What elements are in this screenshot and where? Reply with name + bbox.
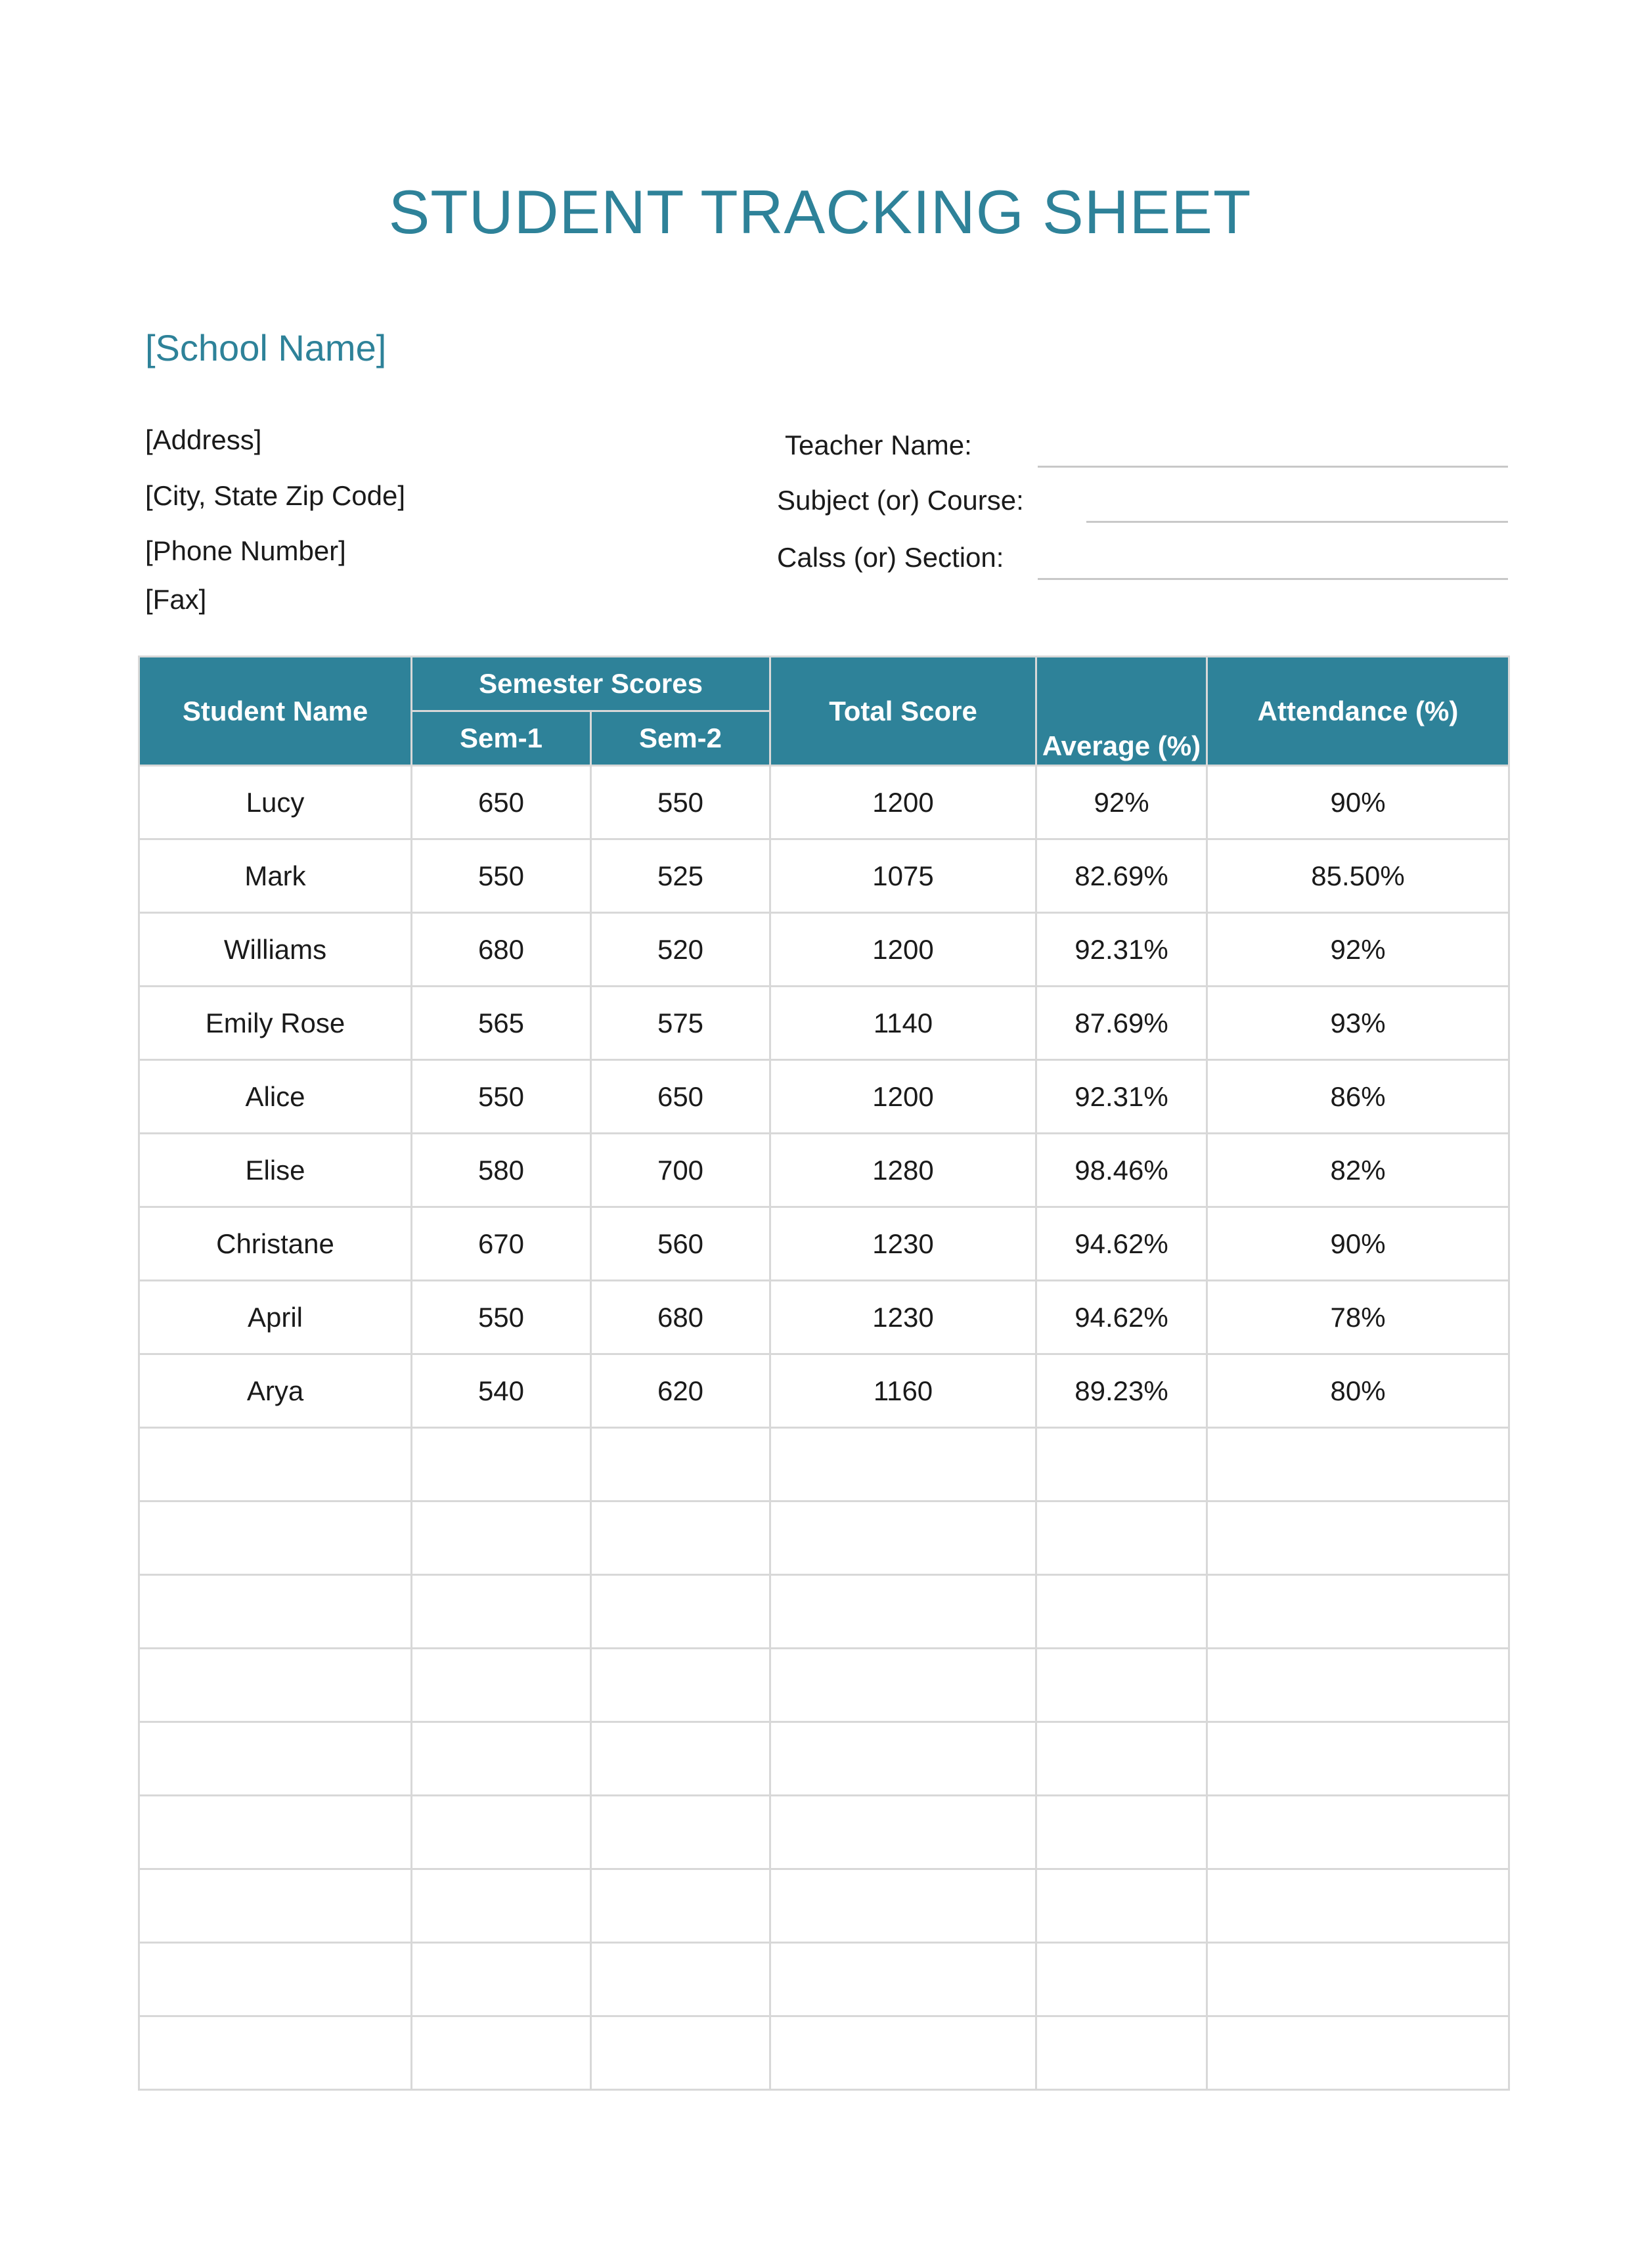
table-row — [139, 1354, 1509, 1428]
cell-student-name: Emily Rose — [139, 987, 412, 1060]
class-section-label: Calss (or) Section: — [777, 542, 1004, 573]
table-row — [139, 1428, 1509, 1501]
cell-average: 92.31% — [1036, 1060, 1207, 1134]
class-section-input[interactable] — [1038, 540, 1508, 575]
cell-average[interactable] — [1036, 1943, 1207, 2016]
cell-sem-1[interactable] — [412, 1428, 591, 1501]
cell-student-name[interactable] — [139, 1796, 412, 1869]
cell-total-score[interactable] — [770, 1869, 1036, 1943]
cell-student-name[interactable] — [139, 1428, 412, 1501]
table-row — [139, 1501, 1509, 1575]
cell-sem-2: 650 — [591, 1060, 770, 1134]
cell-total-score: 1230 — [770, 1281, 1036, 1354]
cell-sem-1[interactable] — [412, 1796, 591, 1869]
cell-sem-2[interactable] — [591, 1722, 770, 1796]
cell-average: 98.46% — [1036, 1134, 1207, 1207]
subject-course-label: Subject (or) Course: — [777, 485, 1024, 516]
header-semester-scores: Semester Scores — [412, 657, 770, 711]
cell-attendance[interactable] — [1207, 1722, 1509, 1796]
cell-attendance: 93% — [1207, 987, 1509, 1060]
cell-sem-2[interactable] — [591, 1869, 770, 1943]
header-student-name: Student Name — [139, 657, 412, 766]
table-row — [139, 766, 1509, 839]
cell-sem-1[interactable] — [412, 1722, 591, 1796]
cell-student-name: Elise — [139, 1134, 412, 1207]
cell-sem-1[interactable] — [412, 1501, 591, 1575]
cell-attendance[interactable] — [1207, 1575, 1509, 1649]
cell-total-score[interactable] — [770, 1575, 1036, 1649]
table-row — [139, 1869, 1509, 1943]
table-row — [139, 1649, 1509, 1722]
cell-sem-2: 575 — [591, 987, 770, 1060]
cell-sem-1[interactable] — [412, 2016, 591, 2090]
cell-attendance[interactable] — [1207, 1428, 1509, 1501]
cell-total-score: 1140 — [770, 987, 1036, 1060]
table-row — [139, 1281, 1509, 1354]
cell-sem-2: 520 — [591, 913, 770, 987]
header-attendance: Attendance (%) — [1207, 657, 1509, 766]
cell-sem-1: 670 — [412, 1207, 591, 1281]
subject-course-line — [1086, 521, 1508, 523]
cell-average: 92.31% — [1036, 913, 1207, 987]
cell-total-score[interactable] — [770, 1796, 1036, 1869]
page-title: STUDENT TRACKING SHEET — [388, 177, 1252, 246]
cell-student-name[interactable] — [139, 1869, 412, 1943]
table-row — [139, 1722, 1509, 1796]
cell-student-name[interactable] — [139, 1943, 412, 2016]
cell-attendance[interactable] — [1207, 1796, 1509, 1869]
teacher-name-line — [1038, 466, 1508, 468]
table-row — [139, 2016, 1509, 2090]
cell-average: 94.62% — [1036, 1207, 1207, 1281]
cell-average[interactable] — [1036, 1722, 1207, 1796]
cell-sem-2: 550 — [591, 766, 770, 839]
table-row — [139, 839, 1509, 913]
cell-student-name: Christane — [139, 1207, 412, 1281]
cell-average[interactable] — [1036, 2016, 1207, 2090]
cell-total-score: 1200 — [770, 913, 1036, 987]
cell-attendance: 80% — [1207, 1354, 1509, 1428]
cell-sem-1: 550 — [412, 1060, 591, 1134]
cell-total-score[interactable] — [770, 2016, 1036, 2090]
header-total-score: Total Score — [770, 657, 1036, 766]
cell-sem-1: 650 — [412, 766, 591, 839]
cell-average: 87.69% — [1036, 987, 1207, 1060]
cell-sem-2: 620 — [591, 1354, 770, 1428]
cell-average: 92% — [1036, 766, 1207, 839]
cell-attendance: 90% — [1207, 1207, 1509, 1281]
cell-total-score[interactable] — [770, 1722, 1036, 1796]
cell-sem-2[interactable] — [591, 1649, 770, 1722]
cell-sem-1: 565 — [412, 987, 591, 1060]
cell-total-score: 1200 — [770, 1060, 1036, 1134]
table-row — [139, 1134, 1509, 1207]
school-name: [School Name] — [145, 327, 387, 368]
class-section-line — [1038, 578, 1508, 580]
cell-sem-2[interactable] — [591, 1796, 770, 1869]
cell-sem-1: 550 — [412, 839, 591, 913]
cell-student-name[interactable] — [139, 1722, 412, 1796]
cell-sem-1: 580 — [412, 1134, 591, 1207]
cell-total-score: 1280 — [770, 1134, 1036, 1207]
cell-attendance[interactable] — [1207, 2016, 1509, 2090]
header-sem-1: Sem-1 — [412, 711, 591, 766]
cell-student-name[interactable] — [139, 1501, 412, 1575]
cell-total-score[interactable] — [770, 1501, 1036, 1575]
cell-average[interactable] — [1036, 1869, 1207, 1943]
cell-average[interactable] — [1036, 1575, 1207, 1649]
cell-total-score: 1160 — [770, 1354, 1036, 1428]
cell-sem-1[interactable] — [412, 1649, 591, 1722]
cell-attendance[interactable] — [1207, 1501, 1509, 1575]
cell-sem-2[interactable] — [591, 1428, 770, 1501]
student-tracking-table — [138, 656, 1510, 2091]
cell-attendance: 86% — [1207, 1060, 1509, 1134]
table-row — [139, 1207, 1509, 1281]
cell-student-name[interactable] — [139, 1575, 412, 1649]
cell-sem-1[interactable] — [412, 1869, 591, 1943]
school-fax: [Fax] — [145, 584, 207, 615]
cell-average: 82.69% — [1036, 839, 1207, 913]
cell-student-name[interactable] — [139, 2016, 412, 2090]
cell-sem-2: 700 — [591, 1134, 770, 1207]
table-row — [139, 913, 1509, 987]
cell-average: 94.62% — [1036, 1281, 1207, 1354]
cell-sem-1: 550 — [412, 1281, 591, 1354]
cell-student-name: Lucy — [139, 766, 412, 839]
cell-attendance: 82% — [1207, 1134, 1509, 1207]
teacher-name-label: Teacher Name: — [785, 430, 972, 460]
cell-attendance: 90% — [1207, 766, 1509, 839]
cell-student-name: Arya — [139, 1354, 412, 1428]
cell-sem-2: 680 — [591, 1281, 770, 1354]
cell-attendance[interactable] — [1207, 1649, 1509, 1722]
cell-student-name: Alice — [139, 1060, 412, 1134]
cell-student-name: Mark — [139, 839, 412, 913]
cell-sem-2: 525 — [591, 839, 770, 913]
cell-sem-1: 680 — [412, 913, 591, 987]
cell-total-score[interactable] — [770, 1943, 1036, 2016]
teacher-name-input[interactable] — [1038, 428, 1508, 463]
cell-average[interactable] — [1036, 1428, 1207, 1501]
cell-attendance: 78% — [1207, 1281, 1509, 1354]
cell-sem-1[interactable] — [412, 1575, 591, 1649]
cell-student-name: Williams — [139, 913, 412, 987]
cell-attendance: 85.50% — [1207, 839, 1509, 913]
school-address: [Address] — [145, 424, 262, 455]
cell-average[interactable] — [1036, 1649, 1207, 1722]
cell-sem-1: 540 — [412, 1354, 591, 1428]
cell-sem-2[interactable] — [591, 2016, 770, 2090]
table-row — [139, 987, 1509, 1060]
cell-student-name[interactable] — [139, 1649, 412, 1722]
school-phone: [Phone Number] — [145, 535, 346, 566]
cell-total-score: 1200 — [770, 766, 1036, 839]
cell-attendance[interactable] — [1207, 1869, 1509, 1943]
cell-sem-2[interactable] — [591, 1501, 770, 1575]
cell-average: 89.23% — [1036, 1354, 1207, 1428]
cell-sem-2[interactable] — [591, 1575, 770, 1649]
cell-total-score: 1230 — [770, 1207, 1036, 1281]
cell-attendance: 92% — [1207, 913, 1509, 987]
table-row — [139, 1943, 1509, 2016]
cell-total-score[interactable] — [770, 1649, 1036, 1722]
cell-average[interactable] — [1036, 1501, 1207, 1575]
cell-total-score: 1075 — [770, 839, 1036, 913]
cell-sem-2: 560 — [591, 1207, 770, 1281]
cell-sem-1[interactable] — [412, 1943, 591, 2016]
header-sem-2: Sem-2 — [591, 711, 770, 766]
cell-average[interactable] — [1036, 1796, 1207, 1869]
cell-total-score[interactable] — [770, 1428, 1036, 1501]
table-row — [139, 1796, 1509, 1869]
table-row — [139, 1575, 1509, 1649]
header-average: Average (%) — [1036, 657, 1207, 766]
subject-course-input[interactable] — [1086, 483, 1508, 518]
cell-sem-2[interactable] — [591, 1943, 770, 2016]
table-row — [139, 1060, 1509, 1134]
school-city-state-zip: [City, State Zip Code] — [145, 480, 406, 511]
cell-attendance[interactable] — [1207, 1943, 1509, 2016]
cell-student-name: April — [139, 1281, 412, 1354]
